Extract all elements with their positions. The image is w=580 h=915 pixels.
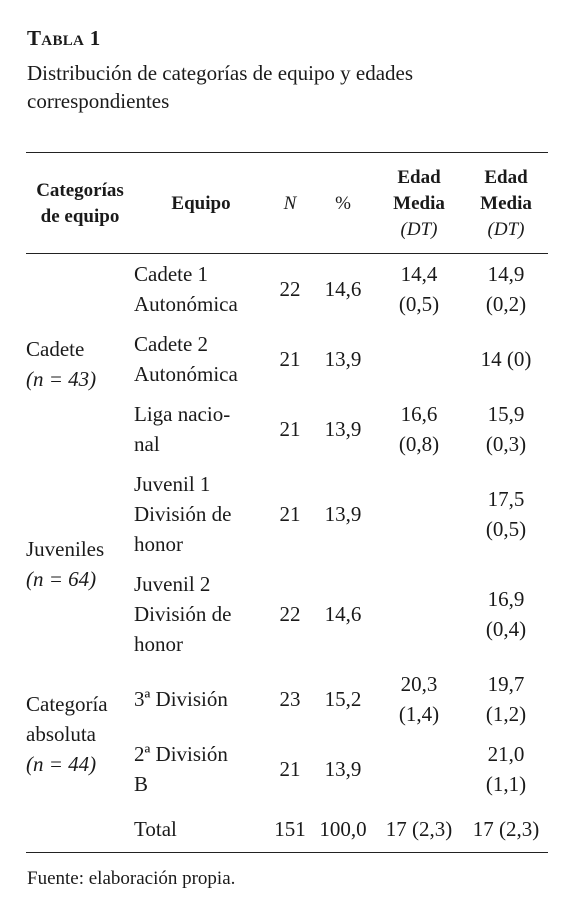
age1-cell <box>374 564 464 664</box>
header-category: Categorías de equipo <box>26 153 134 254</box>
table-caption: Distribución de categorías de equipo y edades correspondientes <box>27 61 414 113</box>
total-label: Total <box>134 804 268 853</box>
table-row <box>26 664 548 734</box>
header-percent: % <box>312 153 374 254</box>
age1-cell <box>374 734 464 804</box>
data-table <box>26 152 548 853</box>
n-cell: 21 <box>279 502 301 526</box>
total-n: 151 <box>268 804 312 853</box>
group-juveniles: Juveniles (n = 64) <box>26 537 105 591</box>
percent-cell: 13,9 <box>324 502 362 526</box>
age1-cell: 16,6 (0,8) <box>398 402 440 456</box>
age2-cell: 17,5 (0,5) <box>485 487 527 541</box>
age2-cell: 14 (0) <box>480 347 532 371</box>
table-row <box>26 464 548 564</box>
total-percent: 100,0 <box>312 804 374 853</box>
group-cadete: Cadete (n = 43) <box>26 337 97 391</box>
table-label: Tabla 1 <box>27 26 101 50</box>
total-row <box>26 804 548 853</box>
n-cell: 21 <box>279 347 301 371</box>
team-cell: Liga nacio- nal <box>134 402 231 456</box>
n-cell: 22 <box>279 277 301 301</box>
team-cell: Cadete 1 Autonómica <box>134 262 238 316</box>
total-empty-cell <box>26 804 134 853</box>
team-cell: Juvenil 1 División de honor <box>134 472 232 556</box>
team-cell: Juvenil 2 División de honor <box>134 572 232 656</box>
age2-cell: 19,7 (1,2) <box>485 672 527 726</box>
age2-cell: 16,9 (0,4) <box>485 587 527 641</box>
total-age1: 17 (2,3) <box>374 804 464 853</box>
header-n: N <box>268 153 312 254</box>
team-cell: 3ª División <box>134 687 228 711</box>
table-row <box>26 254 548 325</box>
n-cell: 22 <box>279 602 301 626</box>
age2-cell: 21,0 (1,1) <box>485 742 527 796</box>
percent-cell: 15,2 <box>324 687 362 711</box>
age1-cell <box>374 464 464 564</box>
header-age-mean-2: Edad Media (DT) <box>464 153 548 254</box>
header-team: Equipo <box>134 153 268 254</box>
age1-cell: 20,3 (1,4) <box>398 672 440 726</box>
percent-cell: 13,9 <box>324 347 362 371</box>
age2-cell: 14,9 (0,2) <box>485 262 527 316</box>
percent-cell: 13,9 <box>324 417 362 441</box>
n-cell: 21 <box>279 757 301 781</box>
team-cell: Cadete 2 Autonómica <box>134 332 238 386</box>
team-cell: 2ª División B <box>134 742 228 796</box>
source-note: Fuente: elaboración propia. <box>27 868 236 889</box>
age2-cell: 15,9 (0,3) <box>485 402 527 456</box>
percent-cell: 13,9 <box>324 757 362 781</box>
age1-cell <box>374 324 464 394</box>
total-age2: 17 (2,3) <box>464 804 548 853</box>
age1-cell: 14,4 (0,5) <box>398 262 440 316</box>
group-absoluta: Categoría absoluta (n = 44) <box>26 692 108 776</box>
percent-cell: 14,6 <box>324 602 362 626</box>
n-cell: 23 <box>279 687 301 711</box>
header-age-mean-1: Edad Media (DT) <box>374 153 464 254</box>
header-row <box>26 153 548 254</box>
percent-cell: 14,6 <box>324 277 362 301</box>
n-cell: 21 <box>279 417 301 441</box>
